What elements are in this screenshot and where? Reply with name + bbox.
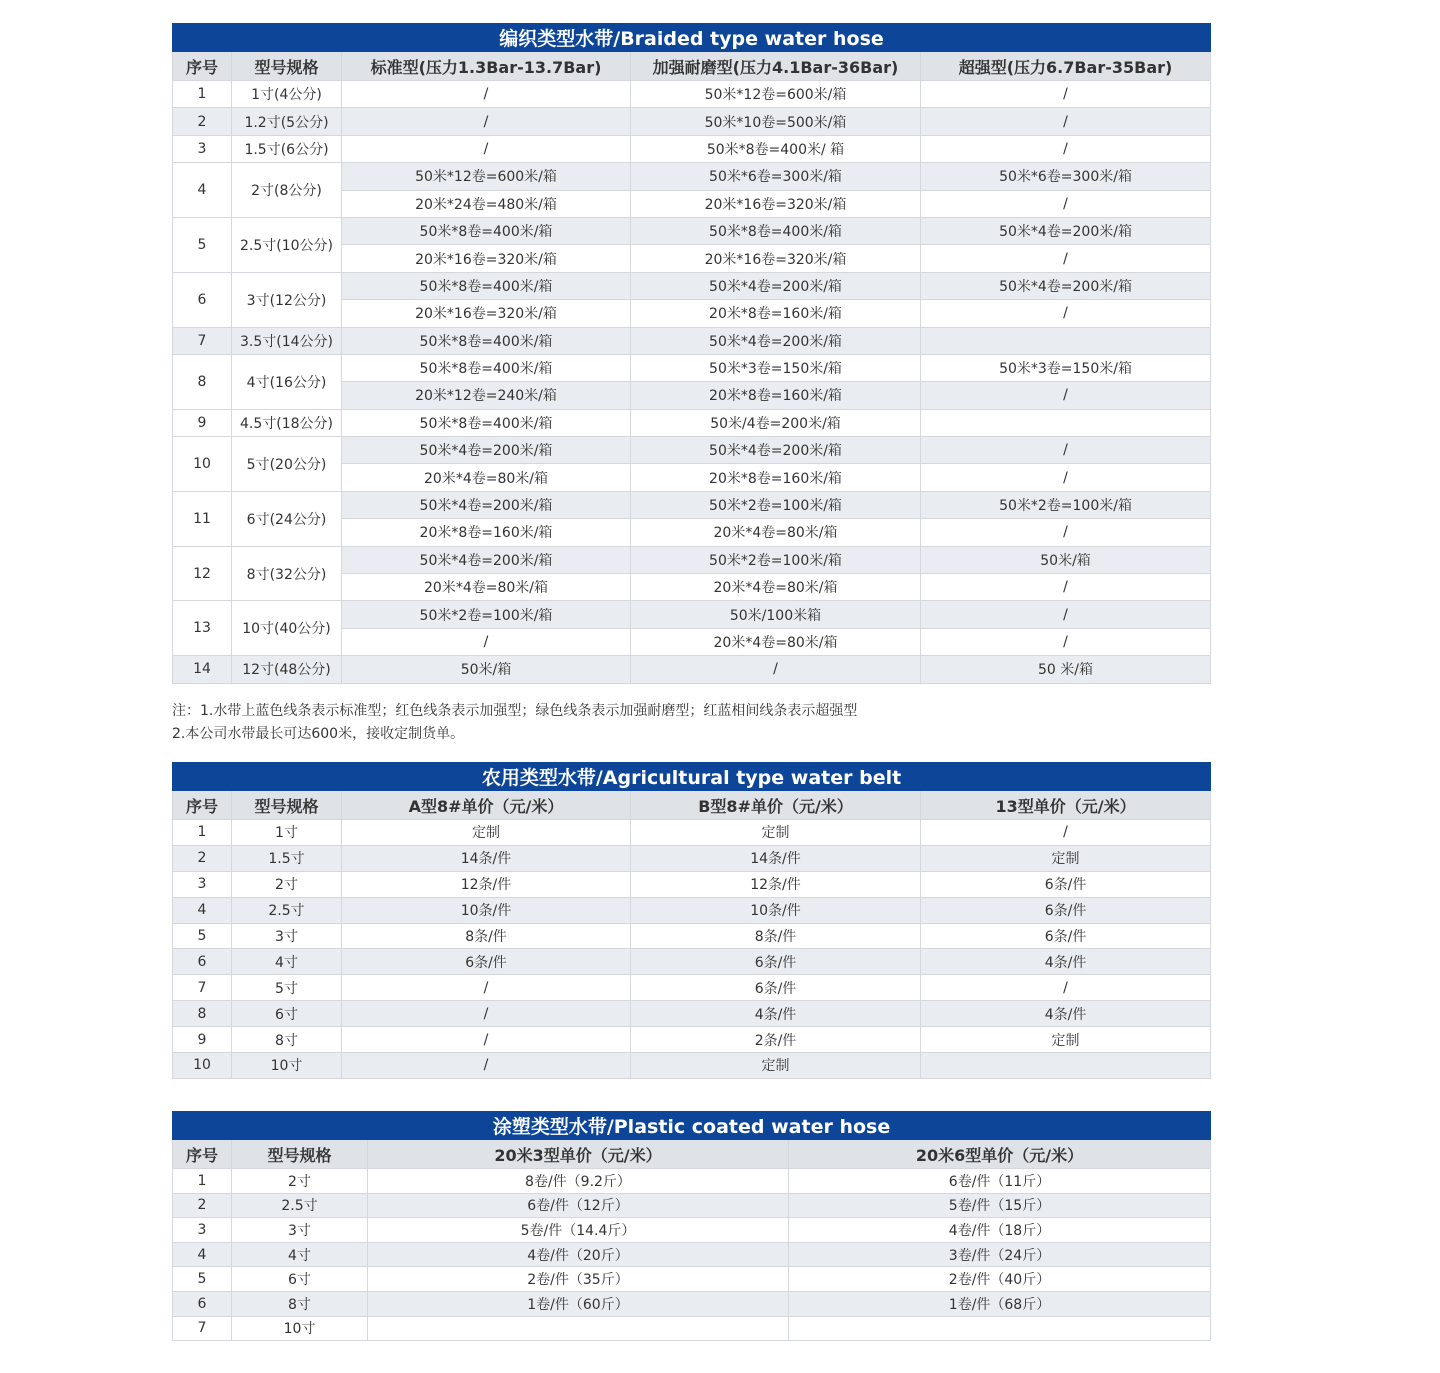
plastic-table-title: 涂塑类型水带/Plastic coated water hose [173,1112,1211,1140]
table-cell: 50米*8卷=400米/箱 [342,272,631,299]
table-cell: 4条/件 [921,949,1211,975]
table-row [173,601,1211,628]
spec-cell: 4寸(16公分) [232,354,342,409]
table-row [173,1169,1211,1194]
row-number-cell: 3 [173,871,232,897]
header-cell: B型8#单价（元/米） [631,791,921,820]
table-row [173,354,1211,381]
row-number-cell: 1 [173,81,232,108]
agricultural-table [172,762,1211,1079]
header-cell: 加强耐磨型(压力4.1Bar-36Bar) [631,52,921,81]
table-cell: 20米*24卷=480米/箱 [342,190,631,217]
table-row [173,409,1211,436]
table-cell: 50米*8卷=400米/ 箱 [631,135,921,162]
spec-cell: 10寸 [232,1316,368,1341]
row-number-cell: 5 [173,1267,232,1292]
spec-cell: 10寸 [232,1053,342,1079]
table-cell [921,409,1211,436]
table-row [173,820,1211,846]
table-cell: 50米*4卷=200米/箱 [921,272,1211,299]
table-cell: 6条/件 [921,871,1211,897]
table-cell: / [631,656,921,683]
header-cell: 20米3型单价（元/米） [368,1140,789,1169]
table-row [173,217,1211,244]
table-cell: 50米/箱 [342,656,631,683]
table-cell: 1卷/件（68斤） [789,1291,1211,1316]
table-cell: 50米/4卷=200米/箱 [631,409,921,436]
table-cell: 50米*2卷=100米/箱 [342,601,631,628]
spec-cell: 1.5寸(6公分) [232,135,342,162]
header-cell: 序号 [173,52,232,81]
table-row [173,1316,1211,1341]
table-cell: 50米*2卷=100米/箱 [921,491,1211,518]
row-number-cell: 2 [173,1193,232,1218]
table-cell: 定制 [342,820,631,846]
table-cell: 20米*16卷=320米/箱 [631,190,921,217]
row-number-cell: 7 [173,327,232,354]
table-cell: 50米*8卷=400米/箱 [342,327,631,354]
table-row [173,1053,1211,1079]
table-cell: 20米*4卷=80米/箱 [631,519,921,546]
table-row [173,1001,1211,1027]
table-cell: / [921,437,1211,464]
spec-cell: 8寸 [232,1027,342,1053]
table-row [173,845,1211,871]
spec-cell: 4.5寸(18公分) [232,409,342,436]
header-cell: 型号规格 [232,791,342,820]
table-row [173,871,1211,897]
table-cell: 50米/箱 [921,546,1211,573]
table-cell: 50米*4卷=200米/箱 [342,437,631,464]
table-cell: 50米*4卷=200米/箱 [631,327,921,354]
row-number-cell: 13 [173,601,232,656]
spec-cell: 12寸(48公分) [232,656,342,683]
row-number-cell: 12 [173,546,232,601]
table-cell: 4卷/件（18斤） [789,1218,1211,1243]
table-cell: 50米*3卷=150米/箱 [631,354,921,381]
row-number-cell: 8 [173,354,232,409]
table-cell: 20米*4卷=80米/箱 [631,628,921,655]
spec-cell: 2.5寸 [232,1193,368,1218]
table-row [173,272,1211,299]
header-cell: 标准型(压力1.3Bar-13.7Bar) [342,52,631,81]
header-cell: 20米6型单价（元/米） [789,1140,1211,1169]
row-number-cell: 3 [173,135,232,162]
header-cell: 序号 [173,1140,232,1169]
table-cell: / [921,975,1211,1001]
spec-cell: 1.2寸(5公分) [232,108,342,135]
table-cell: / [921,108,1211,135]
table-row [173,135,1211,162]
table-cell [368,1316,789,1341]
table-row [173,1242,1211,1267]
table-row [173,108,1211,135]
header-cell: 型号规格 [232,52,342,81]
table-cell: 12条/件 [342,871,631,897]
row-number-cell: 6 [173,949,232,975]
table-row [173,546,1211,573]
table-cell: 6条/件 [921,897,1211,923]
note-line: 注：1.水带上蓝色线条表示标准型；红色线条表示加强型；绿色线条表示加强耐磨型；红蓝相间线条表示超强型 [172,703,858,719]
table-cell: 50米*8卷=400米/箱 [342,217,631,244]
table-cell: 4卷/件（20斤） [368,1242,789,1267]
table-row [173,656,1211,683]
table-row [173,949,1211,975]
row-number-cell: 10 [173,437,232,492]
spec-cell: 8寸(32公分) [232,546,342,601]
spec-cell: 3寸 [232,923,342,949]
table-cell: / [921,820,1211,846]
table-row [173,437,1211,464]
table-row [173,163,1211,190]
table-cell: 14条/件 [342,845,631,871]
row-number-cell: 11 [173,491,232,546]
table-cell: 10条/件 [631,897,921,923]
table-cell: / [921,190,1211,217]
table-cell: 20米*16卷=320米/箱 [631,245,921,272]
table-cell: 50米*12卷=600米/箱 [342,163,631,190]
table-cell: 6条/件 [342,949,631,975]
table-cell: 20米*12卷=240米/箱 [342,382,631,409]
spec-cell: 5寸(20公分) [232,437,342,492]
table-cell: / [921,601,1211,628]
table-cell: / [921,135,1211,162]
spec-cell: 6寸 [232,1267,368,1292]
table-cell: 6条/件 [921,923,1211,949]
table-row [173,1218,1211,1243]
header-cell: 超强型(压力6.7Bar-35Bar) [921,52,1211,81]
row-number-cell: 14 [173,656,232,683]
spec-cell: 10寸(40公分) [232,601,342,656]
table-cell: / [921,519,1211,546]
agricultural-table-title: 农用类型水带/Agricultural type water belt [173,763,1211,791]
table-cell: / [921,300,1211,327]
table-cell: 14条/件 [631,845,921,871]
table-cell: 定制 [921,1027,1211,1053]
table-row [173,923,1211,949]
row-number-cell: 9 [173,409,232,436]
agricultural-header-row [173,791,1211,820]
spec-cell: 3寸 [232,1218,368,1243]
table-row [173,327,1211,354]
table-cell: / [342,1001,631,1027]
table-cell: 50米*8卷=400米/箱 [631,217,921,244]
table-cell: / [921,464,1211,491]
row-number-cell: 6 [173,272,232,327]
spec-cell: 8寸 [232,1291,368,1316]
row-number-cell: 1 [173,820,232,846]
row-number-cell: 4 [173,1242,232,1267]
table-cell: 50米/100米箱 [631,601,921,628]
table-cell: 4条/件 [631,1001,921,1027]
row-number-cell: 7 [173,975,232,1001]
plastic-header-row [173,1140,1211,1169]
table-cell: 4条/件 [921,1001,1211,1027]
table-cell: 50米*8卷=400米/箱 [342,409,631,436]
table-cell: / [921,382,1211,409]
table-cell: 20米*8卷=160米/箱 [631,464,921,491]
table-cell: 20米*16卷=320米/箱 [342,245,631,272]
spec-cell: 1.5寸 [232,845,342,871]
table-cell: 10条/件 [342,897,631,923]
table-row [173,81,1211,108]
braided-table [172,23,1211,684]
table-cell: 定制 [631,1053,921,1079]
table-cell: / [342,135,631,162]
spec-cell: 2.5寸(10公分) [232,217,342,272]
table-cell: 20米*8卷=160米/箱 [631,300,921,327]
table-cell: / [342,108,631,135]
table-cell: 50米*4卷=200米/箱 [921,217,1211,244]
spec-cell: 6寸(24公分) [232,491,342,546]
agricultural-table-section [172,762,1210,1079]
table-cell: 50 米/箱 [921,656,1211,683]
table-cell: 2条/件 [631,1027,921,1053]
table-cell: / [342,1027,631,1053]
header-cell: 13型单价（元/米） [921,791,1211,820]
row-number-cell: 4 [173,163,232,218]
table-cell: / [921,628,1211,655]
row-number-cell: 8 [173,1001,232,1027]
table-cell: / [342,1053,631,1079]
braided-header-row [173,52,1211,81]
table-cell [921,1053,1211,1079]
spec-cell: 1寸(4公分) [232,81,342,108]
table-cell: 定制 [921,845,1211,871]
table-cell: / [921,574,1211,601]
spec-cell: 5寸 [232,975,342,1001]
table-cell: / [342,81,631,108]
spec-cell: 6寸 [232,1001,342,1027]
plastic-table-section [172,1111,1210,1341]
spec-cell: 1寸 [232,820,342,846]
table-row [173,897,1211,923]
table-cell: 50米*4卷=200米/箱 [342,546,631,573]
braided-table-title: 编织类型水带/Braided type water hose [173,24,1211,52]
spec-cell: 2寸 [232,871,342,897]
table-cell: 50米*6卷=300米/箱 [921,163,1211,190]
table-cell: 2卷/件（35斤） [368,1267,789,1292]
table-row [173,1027,1211,1053]
row-number-cell: 5 [173,217,232,272]
table-row [173,975,1211,1001]
table-cell: 20米*4卷=80米/箱 [631,574,921,601]
table-cell: 50米*3卷=150米/箱 [921,354,1211,381]
row-number-cell: 9 [173,1027,232,1053]
table-cell: 3卷/件（24斤） [789,1242,1211,1267]
header-cell: A型8#单价（元/米） [342,791,631,820]
table-cell: 50米*6卷=300米/箱 [631,163,921,190]
plastic-table [172,1111,1211,1341]
header-cell: 型号规格 [232,1140,368,1169]
spec-cell: 2.5寸 [232,897,342,923]
table-cell: 5卷/件（15斤） [789,1193,1211,1218]
table-cell: 6卷/件（12斤） [368,1193,789,1218]
table-cell: 50米*10卷=500米/箱 [631,108,921,135]
table-cell: 50米*2卷=100米/箱 [631,546,921,573]
table-cell: / [921,245,1211,272]
spec-cell: 2寸 [232,1169,368,1194]
table-cell: 8卷/件（9.2斤） [368,1169,789,1194]
table-cell: 50米*4卷=200米/箱 [342,491,631,518]
table-cell: 50米*12卷=600米/箱 [631,81,921,108]
header-cell: 序号 [173,791,232,820]
notes-block [172,700,857,746]
table-row [173,1193,1211,1218]
table-cell: 20米*4卷=80米/箱 [342,574,631,601]
table-cell: 定制 [631,820,921,846]
row-number-cell: 3 [173,1218,232,1243]
table-row [173,491,1211,518]
row-number-cell: 4 [173,897,232,923]
row-number-cell: 6 [173,1291,232,1316]
row-number-cell: 7 [173,1316,232,1341]
note-line: 2.本公司水带最长可达600米，接收定制货单。 [172,726,465,742]
table-cell: 6条/件 [631,949,921,975]
spec-cell: 4寸 [232,949,342,975]
row-number-cell: 2 [173,845,232,871]
spec-cell: 2寸(8公分) [232,163,342,218]
spec-cell: 4寸 [232,1242,368,1267]
table-cell: 8条/件 [631,923,921,949]
spec-cell: 3寸(12公分) [232,272,342,327]
table-cell: 20米*16卷=320米/箱 [342,300,631,327]
table-cell: / [342,975,631,1001]
table-cell [921,327,1211,354]
table-cell: 50米*4卷=200米/箱 [631,437,921,464]
table-row [173,1267,1211,1292]
row-number-cell: 10 [173,1053,232,1079]
table-cell: / [342,628,631,655]
table-cell: 1卷/件（60斤） [368,1291,789,1316]
row-number-cell: 1 [173,1169,232,1194]
table-cell [789,1316,1211,1341]
table-cell: 12条/件 [631,871,921,897]
table-cell: 5卷/件（14.4斤） [368,1218,789,1243]
braided-table-section [172,23,1210,684]
table-cell: 20米*4卷=80米/箱 [342,464,631,491]
table-cell: 50米*8卷=400米/箱 [342,354,631,381]
table-cell: 50米*4卷=200米/箱 [631,272,921,299]
table-cell: 20米*8卷=160米/箱 [631,382,921,409]
table-row [173,1291,1211,1316]
table-cell: 6条/件 [631,975,921,1001]
row-number-cell: 2 [173,108,232,135]
table-cell: 20米*8卷=160米/箱 [342,519,631,546]
table-cell: 8条/件 [342,923,631,949]
row-number-cell: 5 [173,923,232,949]
table-cell: / [921,81,1211,108]
spec-cell: 3.5寸(14公分) [232,327,342,354]
table-cell: 6卷/件（11斤） [789,1169,1211,1194]
table-cell: 50米*2卷=100米/箱 [631,491,921,518]
table-cell: 2卷/件（40斤） [789,1267,1211,1292]
